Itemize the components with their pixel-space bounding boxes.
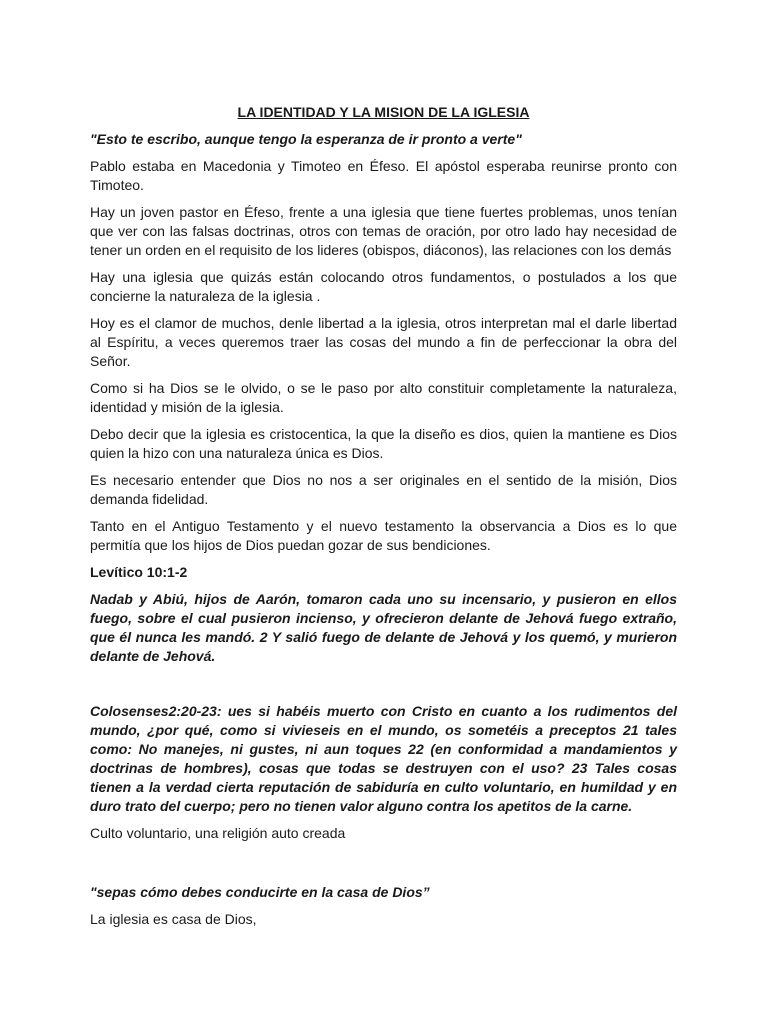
note-paragraph: Culto voluntario, una religión auto creada [90, 825, 346, 841]
epigraph-quote: "Esto te escribo, aunque tengo la esperanza de ir pronto a verte" [90, 131, 522, 147]
bible-quote-colossians: Colosenses2:20-23: ues si habéis muerto con Cristo en cuanto a los rudimentos del mundo, ¿por qué, como si vivieseis en el mundo, os sometéis a preceptos 21 tales como: No manejes, ni gustes, ni aun toques 22 (en conformidad a mandamientos y doctrinas de hombres), cosas que todas se destruyen con el uso? 23 Tales cosas tienen a la verdad cierta reputación de sabiduría en culto voluntario, en humildad y en duro trato del cuerpo; pero no tienen valor alguno contra los apetitos de la carne. [90, 703, 677, 814]
document-title: LA IDENTIDAD Y LA MISION DE LA IGLESIA [237, 104, 530, 120]
epigraph-quote-2: "sepas cómo debes conducirte en la casa de Dios” [90, 884, 430, 900]
paragraph-6: Debo decir que la iglesia es cristocentica, la que la diseño es dios, quien la mantiene es Dios quien la hizo con una naturaleza única es Dios. [90, 426, 677, 461]
paragraph-1: Pablo estaba en Macedonia y Timoteo en Éfeso. El apóstol esperaba reunirse pronto con Timoteo. [90, 158, 677, 193]
spacer [90, 674, 677, 702]
paragraph-8: Tanto en el Antiguo Testamento y el nuevo testamento la observancia a Dios es lo que permitía que los hijos de Dios puedan gozar de sus bendiciones. [90, 518, 677, 553]
bible-quote-leviticus: Nadab y Abiú, hijos de Aarón, tomaron cada uno su incensario, y pusieron en ellos fuego, sobre el cual pusieron incienso, y ofrecieron delante de Jehová fuego extraño, que él nunca les mandó. 2 Y salió fuego de delante de Jehová y los quemó, y murieron delante de Jehová. [90, 591, 677, 664]
paragraph-2: Hay un joven pastor en Éfeso, frente a una iglesia que tiene fuertes problemas, unos tenían que ver con las falsas doctrinas, otros con temas de oración, por otro lado hay necesidad de tener un orden en el requisito de los lideres (obispos, diáconos), las relaciones con los demás [90, 204, 677, 258]
paragraph-4: Hoy es el clamor de muchos, denle libertad a la iglesia, otros interpretan mal el darle libertad al Espíritu, a veces queremos traer las cosas del mundo a fin de perfeccionar la obra del Señor. [90, 315, 677, 369]
document-page [90, 103, 677, 937]
paragraph-7: Es necesario entender que Dios no nos a ser originales en el sentido de la misión, Dios demanda fidelidad. [90, 472, 677, 507]
paragraph-5: Como si ha Dios se le olvido, o se le paso por alto constituir completamente la naturaleza, identidad y misión de la iglesia. [90, 380, 677, 415]
bible-reference: Levítico 10:1-2 [90, 564, 188, 580]
paragraph-3: Hay una iglesia que quizás están colocando otros fundamentos, o postulados a los que concierne la naturaleza de la iglesia . [90, 269, 677, 304]
spacer [90, 851, 677, 883]
closing-paragraph: La iglesia es casa de Dios, [90, 911, 257, 927]
